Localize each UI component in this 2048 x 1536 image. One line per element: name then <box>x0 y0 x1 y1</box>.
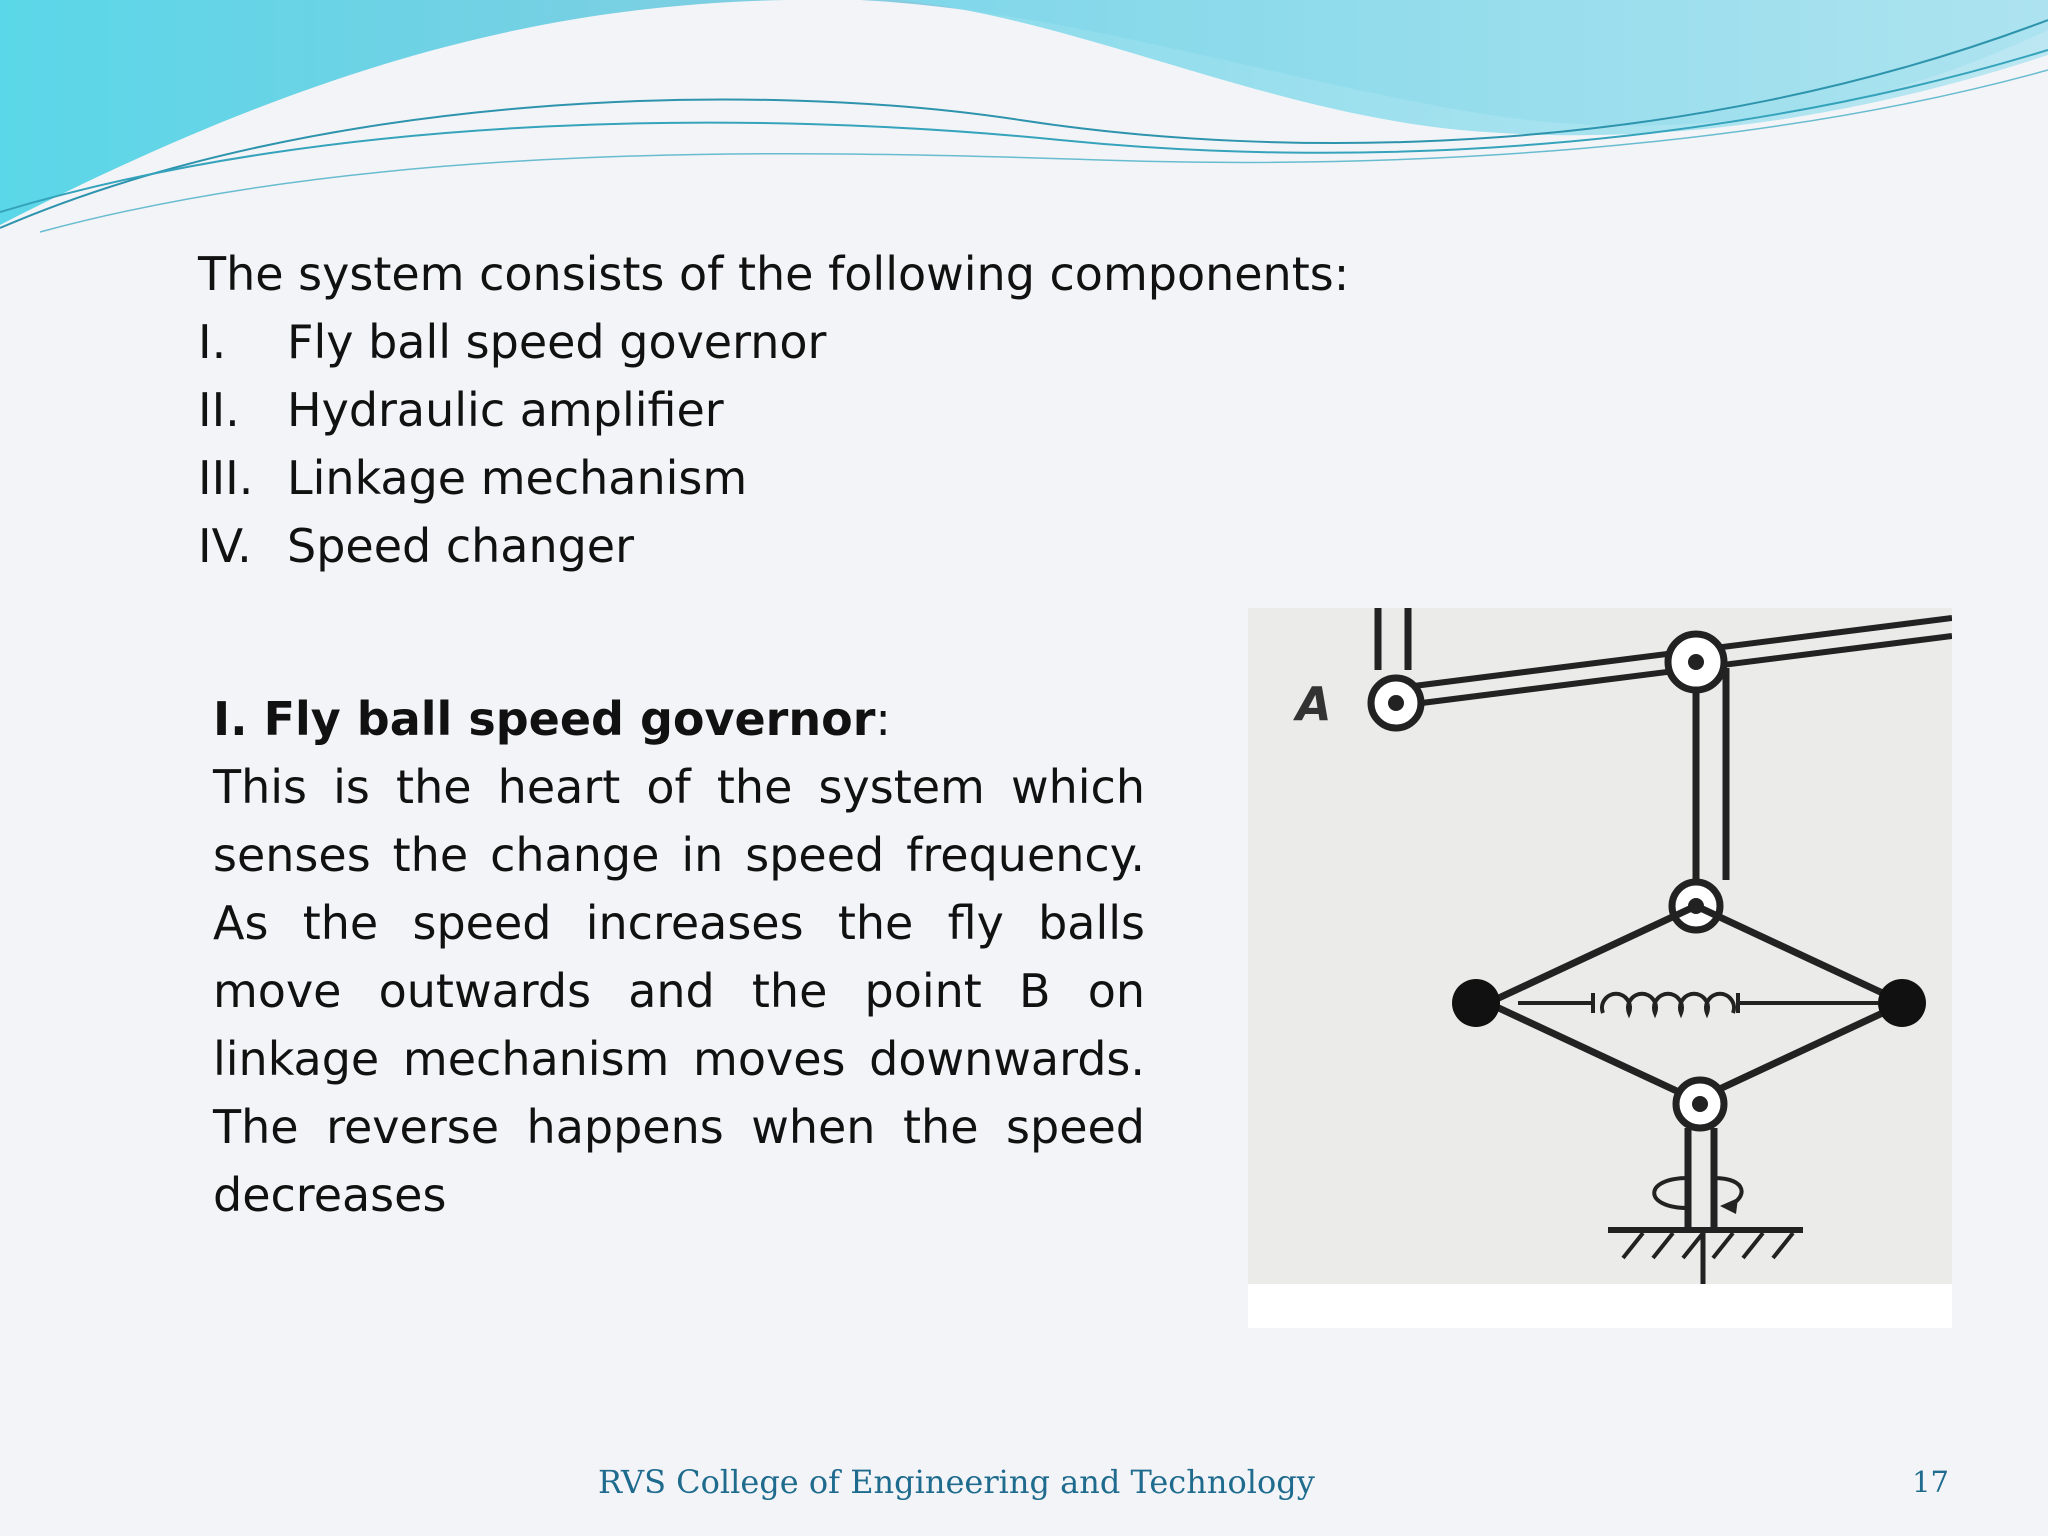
list-item-number: III. <box>198 451 254 505</box>
list-item-number: IV. <box>198 519 252 573</box>
components-intro <box>198 240 1398 580</box>
section-heading-text: I. Fly ball speed governor <box>213 692 876 746</box>
list-item-label: Hydraulic amplifier <box>287 383 724 437</box>
pivot-a-label: A <box>1296 677 1332 731</box>
fly-ball-governor-drawing <box>1248 608 1952 1328</box>
header-wave-decoration <box>0 0 2048 240</box>
footer-institution: RVS College of Engineering and Technology <box>598 1463 1315 1501</box>
intro-sentence: The system consists of the following components: <box>198 247 1350 301</box>
list-item <box>198 308 1398 376</box>
governor-diagram <box>1248 608 1952 1328</box>
section-body: This is the heart of the system which senses the change in speed frequency. As the speed increases the fly balls move outwards and the point B on linkage mechanism moves downwards. The reverse happens when the speed decreases <box>213 760 1145 1222</box>
list-item-label: Linkage mechanism <box>287 451 748 505</box>
components-list <box>198 308 1398 580</box>
governor-section <box>213 685 1145 1229</box>
fly-ball-left <box>1452 979 1500 1027</box>
list-item-label: Fly ball speed governor <box>287 315 827 369</box>
list-item <box>198 444 1398 512</box>
page-number: 17 <box>1912 1465 1949 1499</box>
list-item <box>198 512 1398 580</box>
list-item-number: I. <box>198 315 227 369</box>
section-heading <box>213 685 1145 753</box>
list-item <box>198 376 1398 444</box>
list-item-label: Speed changer <box>287 519 635 573</box>
section-heading-colon: : <box>875 692 891 746</box>
list-item-number: II. <box>198 383 240 437</box>
fly-ball-right <box>1878 979 1926 1027</box>
